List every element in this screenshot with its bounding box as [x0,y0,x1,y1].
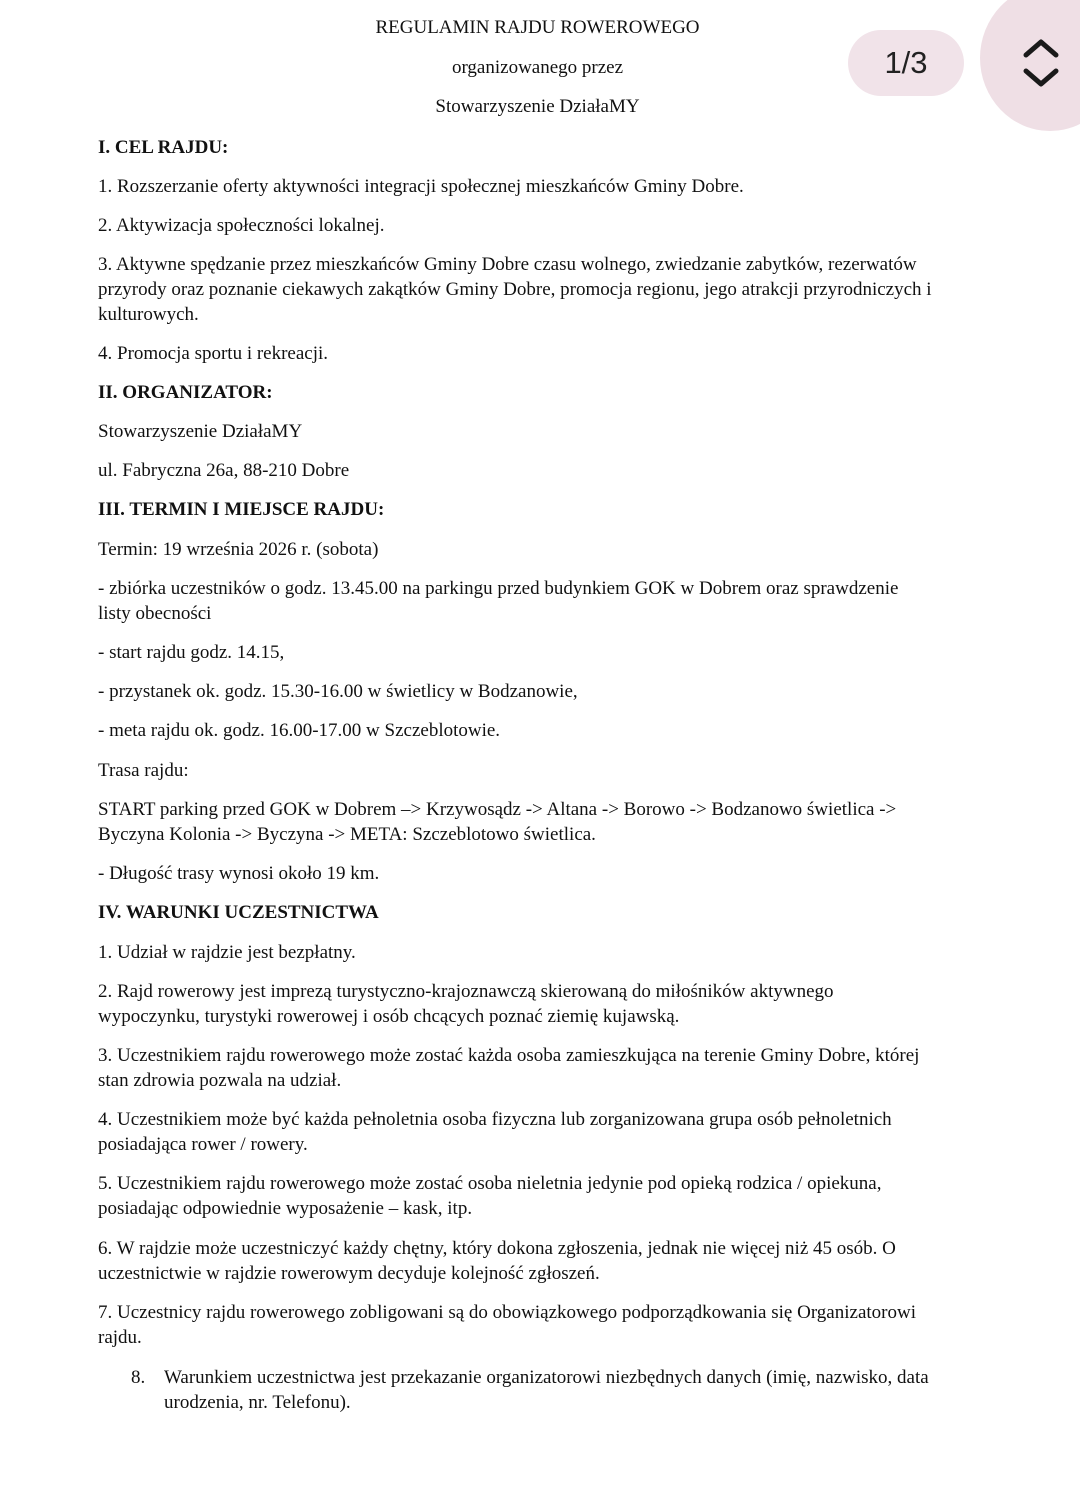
paragraph: rajdu. [98,1327,142,1348]
paragraph: stan zdrowia pozwala na udział. [98,1070,342,1091]
paragraph: 2. Aktywizacja społeczności lokalnej. [98,215,385,236]
event-date: Termin: 19 września 2026 r. (sobota) [98,539,379,560]
paragraph: 5. Uczestnikiem rajdu rowerowego może zostać osoba nieletnia jedynie pod opieką rodzica / opiekuna, [98,1173,882,1194]
paragraph: przyrody oraz poznanie ciekawych zakątków Gminy Dobre, promocja regionu, jego atrakcji przyrodniczych i [98,279,932,300]
paragraph: listy obecności [98,603,212,624]
paragraph: Warunkiem uczestnictwa jest przekazanie organizatorowi niezbędnych danych (imię, nazwisko, data [164,1367,929,1388]
paragraph: 2. Rajd rowerowy jest imprezą turystyczno-krajoznawczą skierowaną do miłośników aktywnego [98,981,834,1002]
page-indicator [848,30,964,96]
organizer-address: ul. Fabryczna 26a, 88-210 Dobre [98,460,350,481]
paragraph: kulturowych. [98,304,199,325]
route-label: Trasa rajdu: [98,760,189,781]
route-text: START parking przed GOK w Dobrem –> Krzywosądz -> Altana -> Borowo -> Bodzanowo świetlica -> [98,799,897,820]
route-text: Byczyna Kolonia -> Byczyna -> META: Szczeblotowo świetlica. [98,824,596,845]
paragraph: posiadająca rower / rowery. [98,1134,308,1155]
paragraph: - zbiórka uczestników o godz. 13.45.00 na parkingu przed budynkiem GOK w Dobrem oraz sprawdzenie [98,578,899,599]
section-heading-organizator: II. ORGANIZATOR: [98,382,273,403]
section-heading-warunki: IV. WARUNKI UCZESTNICTWA [98,902,379,923]
paragraph: 6. W rajdzie może uczestniczyć każdy chętny, który dokona zgłoszenia, jednak nie więcej niż 45 osób. O [98,1238,896,1259]
chevron-down-icon [1019,66,1063,92]
section-heading-termin: III. TERMIN I MIEJSCE RAJDU: [98,499,385,520]
page-indicator-label: 1/3 [884,45,928,80]
organizer-name: Stowarzyszenie DziałaMY [98,421,303,442]
next-page-button[interactable] [1019,66,1063,92]
paragraph: 1. Udział w rajdzie jest bezpłatny. [98,942,356,963]
paragraph: - przystanek ok. godz. 15.30-16.00 w świetlicy w Bodzanowie, [98,681,578,702]
paragraph: wypoczynku, turystyki rowerowej i osób chcących poznać ziemię kujawską. [98,1006,680,1027]
paragraph: 3. Aktywne spędzanie przez mieszkańców Gminy Dobre czasu wolnego, zwiedzanie zabytków, rezerwatów [98,254,917,275]
chevron-up-icon [1019,34,1063,60]
paragraph: 4. Promocja sportu i rekreacji. [98,343,329,364]
paragraph: 3. Uczestnikiem rajdu rowerowego może zostać każda osoba zamieszkująca na terenie Gminy Dobre, której [98,1045,920,1066]
paragraph: 7. Uczestnicy rajdu rowerowego zobligowani są do obowiązkowego podporządkowania się Organizatorowi [98,1302,916,1323]
paragraph: urodzenia, nr. Telefonu). [164,1392,351,1413]
paragraph: - meta rajdu ok. godz. 16.00-17.00 w Szczeblotowie. [98,720,501,741]
document-title: REGULAMIN RAJDU ROWEROWEGO [375,17,700,38]
paragraph: 1. Rozszerzanie oferty aktywności integracji społecznej mieszkańców Gminy Dobre. [98,176,744,197]
paragraph: uczestnictwie w rajdzie rowerowym decyduje kolejność zgłoszeń. [98,1263,600,1284]
paragraph: posiadając odpowiednie wyposażenie – kask, itp. [98,1198,473,1219]
document-organizer: Stowarzyszenie DziałaMY [435,96,640,117]
previous-page-button[interactable] [1019,34,1063,60]
list-number: 8. [131,1367,146,1388]
document-subtitle: organizowanego przez [451,57,624,78]
route-length: - Długość trasy wynosi około 19 km. [98,863,380,884]
paragraph: 4. Uczestnikiem może być każda pełnoletnia osoba fizyczna lub zorganizowana grupa osób pełnoletnich [98,1109,892,1130]
section-heading-cel: I. CEL RAJDU: [98,137,229,158]
paragraph: - start rajdu godz. 14.15, [98,642,285,663]
